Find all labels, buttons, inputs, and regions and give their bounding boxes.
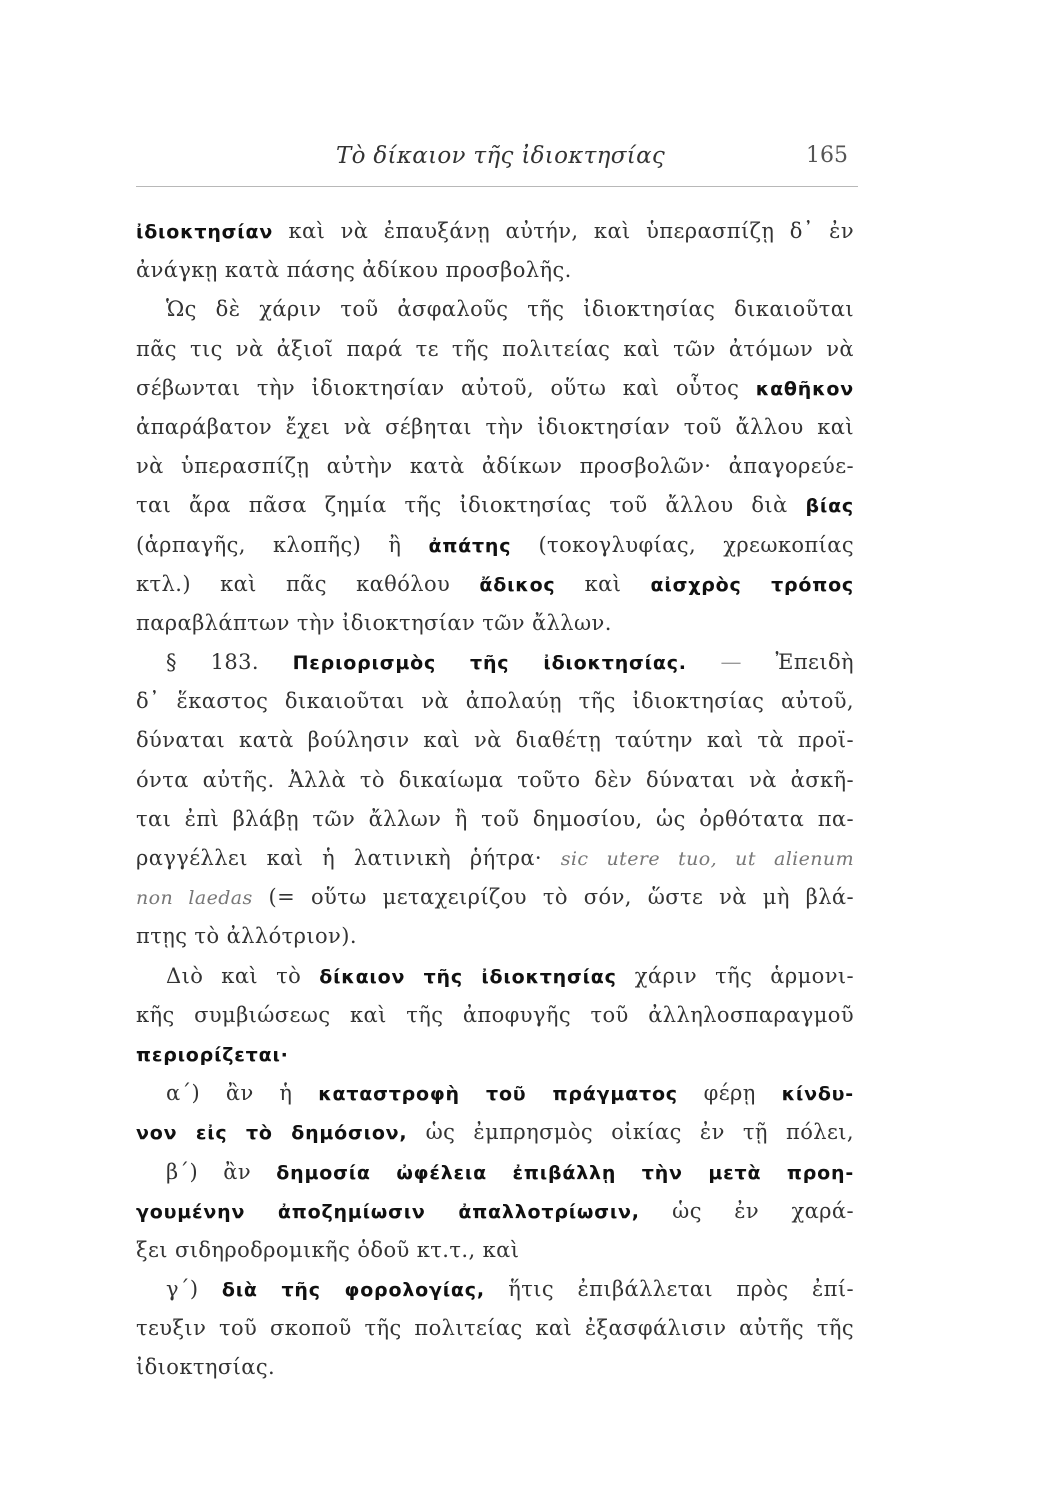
running-title: Τὸ δίκαιον τῆς ἰδιοκτησίας [336, 143, 666, 169]
bold-term: ἀπάτης [428, 534, 512, 557]
text-run: πᾶς τις νὰ ἀξιοῖ παρά τε τῆς πολιτείας καὶ τῶν ἀτόμων νὰ [136, 336, 854, 361]
text-run: Διὸ καὶ τὸ [166, 963, 320, 988]
text-run: χάριν τῆς ἁρμονι- [616, 963, 854, 988]
text-run: Ἐπειδὴ [775, 650, 854, 675]
text-run: καὶ [555, 571, 651, 596]
text-line [136, 1192, 854, 1231]
page-header [136, 143, 856, 179]
text-line [136, 1270, 854, 1309]
bold-term: δίκαιον τῆς ἰδιοκτησίας [319, 965, 617, 988]
body-text [136, 212, 854, 1388]
text-line [136, 721, 854, 760]
text-run: ἀνάγκῃ κατὰ πάσης ἀδίκου προσβολῆς. [136, 258, 572, 283]
bold-term: ἰδιοκτησίαν [136, 221, 274, 243]
text-line [136, 330, 854, 369]
text-line [136, 565, 854, 604]
text-line [136, 212, 854, 251]
text-line [136, 1348, 854, 1387]
text-run: ἰδιοκτησίας. [136, 1355, 276, 1380]
text-run: (= οὕτω μεταχειρίζου τὸ σόν, ὥστε νὰ μὴ βλά- [252, 885, 854, 910]
text-line [136, 1153, 854, 1192]
text-run: § 183. [166, 650, 293, 675]
text-run: τευξιν τοῦ σκοποῦ τῆς πολιτείας καὶ ἐξασφάλισιν αὐτῆς τῆς [136, 1316, 854, 1341]
text-run: δύναται κατὰ βούλησιν καὶ νὰ διαθέτῃ ταύτην καὶ τὰ προϊ- [136, 728, 854, 753]
bold-term: κίνδυ- [781, 1083, 854, 1106]
bold-term: διὰ τῆς φορολογίας, [221, 1279, 485, 1302]
header-rule [136, 186, 858, 187]
text-line [136, 643, 854, 682]
text-run: ὡς ἐν χαρά- [639, 1198, 854, 1223]
text-run: (τοκογλυφίας, χρεωκοπίας [511, 532, 854, 557]
bold-term: Περιορισμὸς τῆς ἰδιοκτησίας. [292, 652, 687, 675]
text-line [136, 1074, 854, 1113]
text-run: Ὡς δὲ χάριν τοῦ ἀσφαλοῦς τῆς ἰδιοκτησίας δικαιοῦται [166, 297, 854, 322]
text-line [136, 917, 854, 956]
text-line [136, 682, 854, 721]
text-line [136, 526, 854, 565]
text-run: ραγγέλλει καὶ ἡ λατινικὴ ῥήτρα· [136, 846, 561, 870]
bold-term: νον εἰς τὸ δημόσιον, [136, 1122, 408, 1145]
text-run: — [686, 650, 776, 675]
text-line [136, 447, 854, 486]
page-number: 165 [806, 143, 848, 168]
text-run: ὡς ἐμπρησμὸς οἰκίας ἐν τῇ πόλει, [407, 1120, 854, 1145]
text-run: ἀπαράβατον ἔχει νὰ σέβηται τὴν ἰδιοκτησίαν τοῦ ἄλλου καὶ [136, 414, 854, 439]
text-line [136, 1231, 854, 1270]
text-run: β΄) ἂν [166, 1159, 277, 1184]
bold-term: αἰσχρὸς τρόπος [650, 573, 854, 596]
text-line [136, 369, 854, 408]
text-run: παραβλάπτων τὴν ἰδιοκτησίαν τῶν ἄλλων. [136, 610, 612, 635]
text-run: ξει σιδηροδρομικῆς ὁδοῦ κτ.τ., καὶ [136, 1237, 520, 1262]
text-run: ἥτις ἐπιβάλλεται πρὸς ἐπί- [484, 1277, 854, 1302]
bold-term: περιορίζεται· [136, 1043, 289, 1066]
text-run: γ΄) [166, 1277, 222, 1302]
text-run: όντα αὐτῆς. Ἀλλὰ τὸ δικαίωμα τοῦτο δὲν δύναται νὰ ἀσκῆ- [136, 767, 854, 792]
bold-term: καταστροφὴ τοῦ πράγματος [318, 1083, 678, 1106]
text-line [136, 1113, 854, 1152]
text-run: κῆς συμβιώσεως καὶ τῆς ἀποφυγῆς τοῦ ἀλληλοσπαραγμοῦ [136, 1002, 854, 1027]
text-line [136, 957, 854, 996]
text-run: κτλ.) καὶ πᾶς καθόλου [136, 571, 480, 596]
text-line [136, 486, 854, 525]
bold-term: καθῆκον [755, 377, 854, 400]
text-run: φέρῃ [677, 1081, 782, 1106]
latin-phrase: non laedas [136, 887, 253, 910]
text-line [136, 290, 854, 329]
text-line [136, 251, 854, 290]
text-run: α΄) ἂν ἡ [166, 1081, 319, 1106]
bold-term: δημοσία ὠφέλεια ἐπιβάλλῃ τὴν μετὰ προη- [276, 1161, 854, 1184]
text-run: (ἁρπαγῆς, κλοπῆς) ἢ [136, 532, 429, 557]
latin-phrase: sic utere tuo, ut alienum [560, 848, 854, 870]
bold-term: γουμένην ἀποζημίωσιν ἀπαλλοτρίωσιν, [136, 1200, 640, 1223]
text-run: πτῃς τὸ ἀλλότριον). [136, 924, 357, 949]
text-run: σέβωνται τὴν ἰδιοκτησίαν αὐτοῦ, οὕτω καὶ οὗτος [136, 375, 756, 400]
text-line [136, 800, 854, 839]
text-line [136, 839, 854, 878]
text-line [136, 408, 854, 447]
text-line [136, 878, 854, 917]
text-line [136, 604, 854, 643]
bold-term: ἄδικος [479, 573, 556, 596]
text-run: καὶ νὰ ἐπαυξάνῃ αὐτήν, καὶ ὑπερασπίζῃ δ᾽ ἐν [273, 219, 854, 243]
text-line [136, 761, 854, 800]
text-run: δ᾽ ἕκαστος δικαιοῦται νὰ ἀπολαύῃ τῆς ἰδιοκτησίας αὐτοῦ, [136, 689, 854, 714]
bold-term: βίας [805, 495, 854, 518]
text-run: ται ἄρα πᾶσα ζημία τῆς ἰδιοκτησίας τοῦ ἄλλου διὰ [136, 493, 806, 518]
text-line [136, 996, 854, 1035]
text-run: νὰ ὑπερασπίζῃ αὐτὴν κατὰ ἀδίκων προσβολῶν· ἀπαγορεύε- [136, 454, 854, 479]
text-line [136, 1035, 854, 1074]
text-line [136, 1309, 854, 1348]
text-run: ται ἐπὶ βλάβῃ τῶν ἄλλων ἢ τοῦ δημοσίου, ὡς ὀρθότατα πα- [136, 806, 854, 831]
